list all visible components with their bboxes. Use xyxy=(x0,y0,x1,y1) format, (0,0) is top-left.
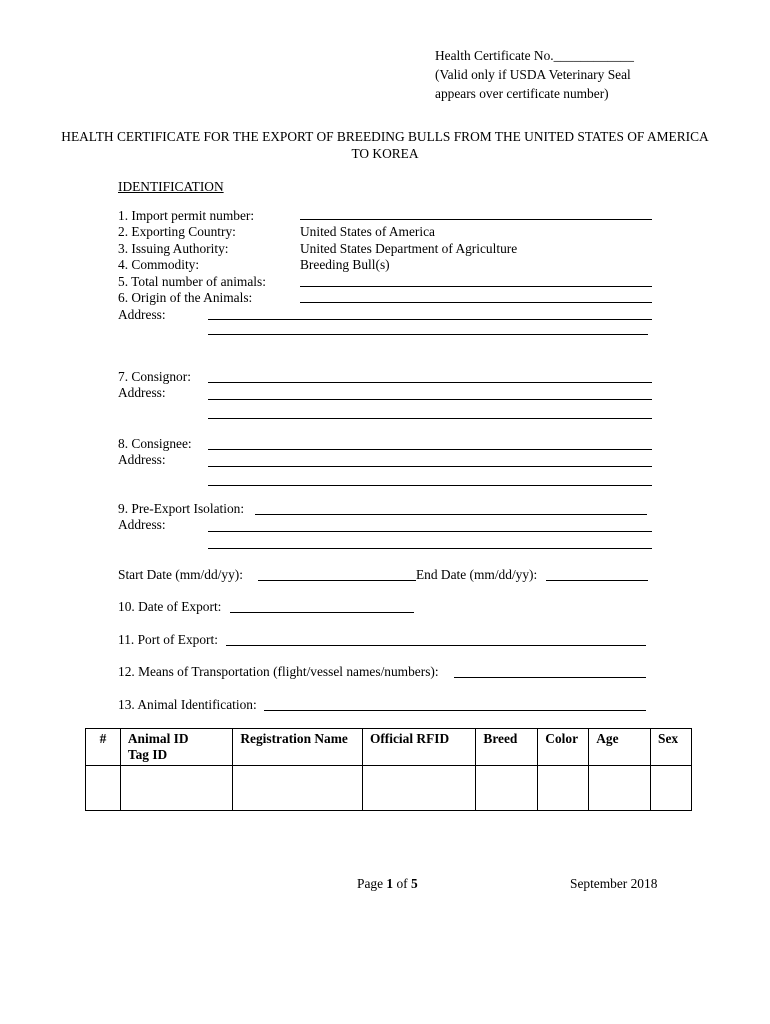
origin-address-label: Address: xyxy=(118,307,166,322)
isolation-address-field-1[interactable] xyxy=(208,531,652,532)
cell-registration-name[interactable] xyxy=(233,766,363,811)
column-header-breed: Breed xyxy=(476,729,538,766)
footer-date: September 2018 xyxy=(570,876,658,891)
total-animals-label: 5. Total number of animals: xyxy=(118,274,266,289)
page-prefix: Page xyxy=(357,876,387,891)
commodity-value: Breeding Bull(s) xyxy=(300,257,390,272)
port-of-export-field[interactable] xyxy=(226,645,646,646)
column-header-color: Color xyxy=(538,729,589,766)
consignee-field[interactable] xyxy=(208,449,652,450)
end-date-label: End Date (mm/dd/yy): xyxy=(416,567,538,582)
column-header-age: Age xyxy=(589,729,651,766)
transport-label: 12. Means of Transportation (flight/vessel names/numbers): xyxy=(118,664,439,679)
validity-note-line2: appears over certificate number) xyxy=(435,86,609,101)
animal-identification-field[interactable] xyxy=(264,710,646,711)
consignee-address-field-1[interactable] xyxy=(208,466,652,467)
consignee-label: 8. Consignee: xyxy=(118,436,192,451)
column-header-sex: Sex xyxy=(651,729,692,766)
export-date-label: 10. Date of Export: xyxy=(118,599,222,614)
import-permit-field[interactable] xyxy=(300,219,652,220)
commodity-label: 4. Commodity: xyxy=(118,257,200,272)
column-header-tag-id: Tag ID xyxy=(127,747,168,762)
page-total: 5 xyxy=(410,876,418,891)
table-row xyxy=(86,766,692,811)
export-date-field[interactable] xyxy=(230,612,414,613)
isolation-field[interactable] xyxy=(255,514,647,515)
origin-field[interactable] xyxy=(300,302,652,303)
page-number xyxy=(357,875,418,892)
exporting-country-value: United States of America xyxy=(300,224,435,239)
cell-age[interactable] xyxy=(589,766,651,811)
isolation-address-field-2[interactable] xyxy=(208,548,652,549)
table-header-row xyxy=(86,729,692,766)
column-header-official-rfid: Official RFID xyxy=(362,729,475,766)
consignee-address-field-2[interactable] xyxy=(208,485,652,486)
isolation-address-label: Address: xyxy=(118,517,166,532)
consignor-address-field-2[interactable] xyxy=(208,418,652,419)
origin-label: 6. Origin of the Animals: xyxy=(118,290,253,305)
total-animals-field[interactable] xyxy=(300,286,652,287)
column-header-animal-id-line1: Animal ID xyxy=(127,731,189,746)
consignor-label: 7. Consignor: xyxy=(118,369,191,384)
consignor-field[interactable] xyxy=(208,382,652,383)
isolation-label: 9. Pre-Export Isolation: xyxy=(118,501,245,516)
identification-heading: IDENTIFICATION xyxy=(118,179,224,194)
animal-identification-table xyxy=(85,728,692,811)
page-of: of xyxy=(393,876,411,891)
cell-sex[interactable] xyxy=(651,766,692,811)
column-header-registration-name: Registration Name xyxy=(233,729,363,766)
start-date-label: Start Date (mm/dd/yy): xyxy=(118,567,243,582)
consignor-address-field-1[interactable] xyxy=(208,399,652,400)
column-header-animal-id xyxy=(120,729,232,766)
exporting-country-label: 2. Exporting Country: xyxy=(118,224,236,239)
page-title: HEALTH CERTIFICATE FOR THE EXPORT OF BREEDING BULLS FROM THE UNITED STATES OF AMERICA TO KOREA xyxy=(61,129,709,161)
animal-identification-label: 13. Animal Identification: xyxy=(118,697,257,712)
origin-address-field-2[interactable] xyxy=(208,334,648,335)
port-of-export-label: 11. Port of Export: xyxy=(118,632,218,647)
consignee-address-label: Address: xyxy=(118,452,166,467)
transport-field[interactable] xyxy=(454,677,646,678)
issuing-authority-label: 3. Issuing Authority: xyxy=(118,241,229,256)
column-header-number: # xyxy=(86,729,121,766)
cell-number[interactable] xyxy=(86,766,121,811)
certificate-number-label: Health Certificate No.____________ xyxy=(435,48,634,63)
cell-color[interactable] xyxy=(538,766,589,811)
origin-address-field-1[interactable] xyxy=(208,319,652,320)
validity-note-line1: (Valid only if USDA Veterinary Seal xyxy=(435,67,631,82)
page-current: 1 xyxy=(386,876,394,891)
cell-official-rfid[interactable] xyxy=(362,766,475,811)
cell-breed[interactable] xyxy=(476,766,538,811)
end-date-field[interactable] xyxy=(546,580,648,581)
cell-animal-id[interactable] xyxy=(120,766,232,811)
consignor-address-label: Address: xyxy=(118,385,166,400)
start-date-field[interactable] xyxy=(258,580,416,581)
import-permit-label: 1. Import permit number: xyxy=(118,208,255,223)
issuing-authority-value: United States Department of Agriculture xyxy=(300,241,518,256)
